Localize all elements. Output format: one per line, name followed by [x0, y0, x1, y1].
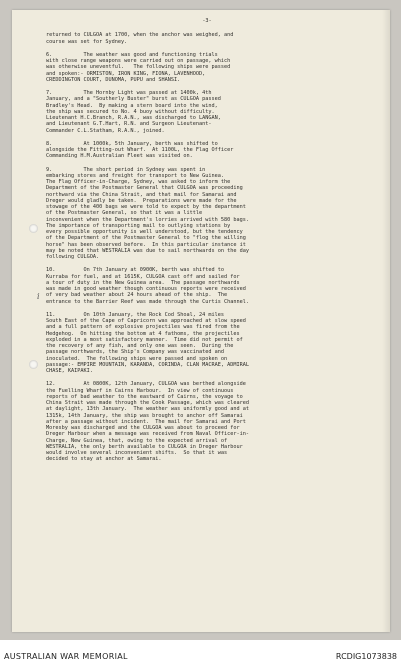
text-line: January, and a "Southerly Buster" burst as CULGOA passed [46, 96, 221, 103]
paragraph [46, 312, 368, 375]
text-line: China Strait was made through the Cook Passage, which was cleared [46, 400, 250, 406]
paragraph [46, 141, 368, 160]
text-line: Charge, New Guinea, that, owing to the expected arrival of [46, 437, 228, 444]
text-line: alongside the Fitting-out Wharf. At 1100L, the Flag Officer [46, 147, 234, 153]
text-line: decided to stay at anchor at Samarai. [46, 456, 162, 463]
paragraph [46, 90, 368, 134]
text-line: Commander C.L.Statham, R.A.N., joined. [46, 127, 165, 134]
text-line: embarking stores and freight for transport to New Guinea. [46, 172, 225, 179]
document-body [46, 18, 368, 470]
sheet-edge-shadow [382, 10, 390, 632]
text-line: Department of the Postmaster General that CULGOA was proceeding [46, 185, 243, 192]
text-line: exploded in a most satisfactory manner. Time did not permit of [46, 336, 243, 343]
text-line: a tour of duty in the New Guinea area. The passage northwards [46, 279, 240, 286]
text-line: at daylight, 13th January. The weather was uniformly good and at [46, 406, 250, 413]
text-line: Moresby was discharged and the CULGOA was about to proceed for [46, 425, 240, 431]
text-line: and Lieutenant G.T.Hart, R.N. and Surgeon Lieutenant- [46, 121, 212, 128]
paragraph [46, 32, 368, 45]
text-line: northward via the China Strait, and that mail for Samarai and [46, 191, 237, 198]
text-line: with close range weapons were carried out on passage, which [46, 58, 231, 64]
text-line: 9. The short period in Sydney was spent in [46, 166, 206, 173]
footer-bar [0, 640, 401, 666]
page-number: -3- [202, 18, 212, 24]
text-line: South East of the Cape of Capricorn was approached at slow speed [46, 318, 246, 324]
paragraph [46, 52, 368, 83]
text-line: Commanding H.M.Australian Fleet was visited on. [46, 153, 193, 160]
text-line: was otherwise uneventful. The following ships were passed [46, 64, 231, 71]
text-line: 12. At 0800K, 12th January, CULGOA was berthed alongside [46, 381, 246, 388]
text-line: of the Postmaster General, so that it was a little [46, 210, 203, 217]
text-line: course was set for Sydney. [46, 38, 128, 45]
text-line: passage northwards, the Ship's Company was vaccinated and [46, 349, 225, 356]
text-line: reports of bad weather to the eastward of Cairns, the voyage to [46, 393, 243, 400]
text-line: would involve several inconvenient shifts. So that it was [46, 450, 228, 456]
text-line: stowage of the 400 bags we were told to expect by the department [46, 204, 246, 210]
text-line: inoculated. The following ships were passed and spoken on [46, 355, 228, 362]
text-line: the recovery of any fish, and only one was seen. During the [46, 343, 234, 349]
text-line: was made in good weather though continuous reports were received [46, 286, 246, 292]
text-line: WESTRALIA, the only berth available to CULGOA in Dreger Harbour [46, 443, 243, 450]
text-line: the Fuelling Wharf in Cairns Harbour. In view of continuous [46, 387, 234, 394]
text-line: after a passage without incident. The mail for Samarai and Port [46, 418, 246, 425]
text-line: horse" has been observed before. In this particular instance it [46, 241, 246, 248]
punch-hole-upper [29, 224, 38, 233]
text-line: inconvenient when the Department's lorries arrived with 580 bags. [46, 216, 250, 223]
text-line: the ship was secured to No. 4 buoy without difficulty. [46, 108, 215, 115]
text-line: CHASE, KAIPAKI. [46, 368, 93, 374]
text-line: of very bad weather about 24 hours ahead of the ship. The [46, 292, 228, 299]
text-line: Kurraba for fuel, and at 1615K, CULGOA cast off and sailed for [46, 273, 240, 280]
margin-mark: i [37, 292, 40, 301]
text-line: 10. On 7th January at 0900K, berth was shifted to [46, 267, 225, 274]
paragraph [46, 267, 368, 305]
text-line: 6. The weather was good and functioning trials [46, 51, 218, 58]
text-line: and a full pattern of explosive projectiles was fired from the [46, 324, 240, 331]
text-line: Dreger Harbour when a message was received from Naval Officer-in- [46, 431, 250, 438]
text-line: may be noted that WESTRALIA was due to sail northwards on the day [46, 247, 250, 254]
footer-source: AUSTRALIAN WAR MEMORIAL [4, 652, 128, 661]
paragraph [46, 381, 368, 462]
punch-hole-lower [29, 360, 38, 369]
text-line: entrance to the Barrier Reef was made through the Curtis Channel. [46, 298, 250, 305]
text-line: of the Department of the Postmaster General to "flog the willing [46, 235, 246, 242]
paragraph [46, 167, 368, 261]
text-line: Bradley's Head. By making a stern board into the wind, [46, 102, 218, 109]
footer-id: RCDIG1073838 [335, 652, 397, 661]
text-line: 7. The Hornby Light was passed at 1400k, 4th [46, 90, 212, 96]
text-line: passage:- EMPIRE MOUNTAIN, KARANDA, CORINDA, CLAN MACRAE, ADMIRAL [46, 361, 250, 368]
text-line: The Flag Officer-in-Charge, Sydney, was asked to inform the [46, 179, 231, 185]
text-line: 8. At 1000k, 5th January, berth was shifted to [46, 140, 218, 147]
text-line: Hedgehog. On hitting the bottom at 4 fathoms, the projectiles [46, 330, 240, 337]
text-line: every possible opportunity is well understood, but the tendency [46, 229, 243, 235]
text-line: 11. On 10th January, the Rock Cod Shoal, 24 miles [46, 311, 225, 318]
text-line: CREDDINGTON COURT, DUNOMA, PUPU and SHANSI. [46, 76, 181, 83]
text-line: returned to CULGOA at 1700, when the anchor was weighed, and [46, 32, 234, 39]
text-line: following CULGOA. [46, 254, 100, 260]
text-line: Lieutenant H.C.Branch, R.A.N., was discharged to LANGAN, [46, 115, 221, 121]
text-line: The importance of transporting mail to outlying stations by [46, 222, 231, 229]
text-line: and spoken:- ORMISTON, IRON KING, FIONA, LAVENHOOD, [46, 70, 206, 77]
text-line: 1315k, 14th January, the ship was brought to anchor off Samarai [46, 412, 243, 419]
text-line: Dreger would gladly be taken. Preparations were made for the [46, 197, 237, 204]
